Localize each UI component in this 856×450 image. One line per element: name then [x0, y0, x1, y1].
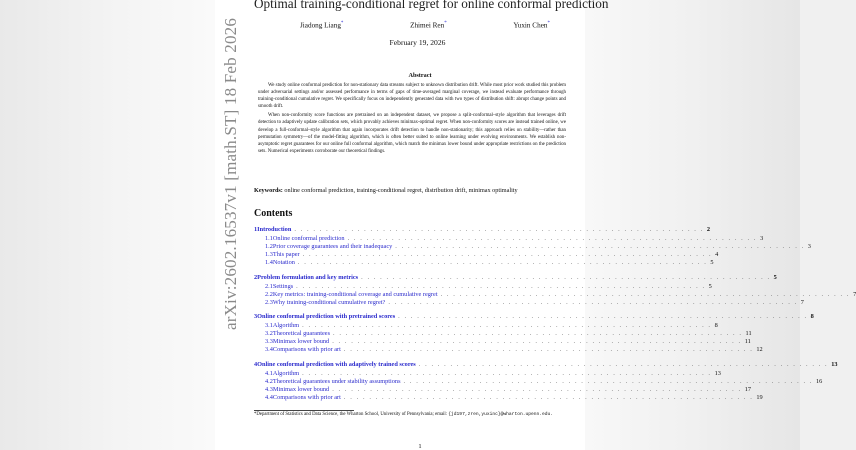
toc-number: 4.4 [265, 393, 273, 401]
toc-number: 1 [254, 226, 258, 233]
toc-number: 4 [254, 360, 258, 368]
toc-number: 1.3 [265, 251, 273, 258]
toc-number: 3 [254, 313, 258, 320]
toc-label[interactable]: Algorithm [272, 322, 300, 329]
toc-leader: . . . . . . . . . . . . . . . . . . . . . . . . . . . . . . . . . . . . . . . . . . . . . . . . . . . . . . . . . . . . . . . . . [361, 273, 771, 281]
toc-number: 2.3 [265, 298, 273, 306]
toc-number: 4.3 [265, 385, 273, 393]
toc-label[interactable]: Minimax lower bound [272, 385, 330, 393]
toc-page: 19 [756, 393, 763, 401]
left-blurred-margin [0, 0, 215, 450]
toc-leader: . . . . . . . . . . . . . . . . . . . . . . . . . . . . . . . . . . . . . . . . . . . . . . . . . . . . . . . . . . . . . . . . . [343, 346, 754, 353]
toc-page: 5 [708, 282, 712, 290]
toc-subsection-link[interactable] [254, 369, 721, 378]
toc-label[interactable]: Minimax lower bound [272, 338, 330, 345]
toc-number: 1.2 [265, 243, 273, 250]
toc-leader: . . . . . . . . . . . . . . . . . . . . . . . . . . . . . . . . . . . . . . . . . . . . . . . . . . . . . . . . . . . . . . . . . [332, 338, 742, 345]
toc-section-link[interactable] [254, 360, 838, 370]
toc-number: 3.1 [265, 322, 273, 329]
toc-label[interactable]: This paper [272, 251, 300, 258]
toc-page: 17 [744, 385, 751, 393]
toc-section [254, 313, 814, 354]
author: Zhimei Ren* [410, 21, 447, 30]
toc-label[interactable]: Comparisons with prior art [272, 393, 341, 401]
toc-number: 4.2 [265, 377, 273, 385]
footnote-text: *Department of Statistics and Data Science, the Wharton School, University of Pennsylvania; email: [254, 412, 448, 417]
toc-page: 7 [853, 290, 856, 298]
footnote-emails: {jd197,zren,yuxinc}@wharton.upenn.edu. [448, 412, 554, 417]
toc-subsection-link[interactable] [254, 282, 712, 291]
toc-label[interactable]: Problem formulation and key metrics [257, 273, 359, 281]
keywords-line [254, 187, 584, 194]
toc-label[interactable]: Prior coverage guarantees and their inadequacy [272, 243, 393, 250]
toc-number: 4.1 [265, 369, 273, 377]
toc-subsection-link[interactable] [254, 330, 752, 338]
toc-page: 3 [807, 243, 811, 250]
toc-number: 3.3 [265, 338, 273, 345]
toc-label[interactable]: Key metrics: training-conditional coverage and cumulative regret [272, 290, 438, 298]
toc-page: 11 [745, 330, 752, 337]
toc-label[interactable]: Online conformal prediction with adaptively trained scores [257, 360, 416, 368]
toc-number: 3.4 [265, 346, 273, 353]
toc-section [254, 360, 838, 402]
author-list [300, 21, 550, 29]
toc-section-link[interactable] [254, 273, 777, 283]
toc-number: 2.2 [265, 290, 273, 298]
toc-subsection-link[interactable] [254, 290, 856, 299]
toc-page: 8 [714, 322, 718, 329]
abstract-heading: Abstract [408, 72, 432, 79]
toc-subsection-link[interactable] [254, 243, 811, 251]
toc-section-link[interactable] [254, 313, 814, 322]
toc-label[interactable]: Online conformal prediction [272, 235, 345, 242]
toc-subsection-link[interactable] [254, 377, 823, 386]
keywords-text: online conformal prediction, training-conditional regret, distribution drift, minimax optimality [284, 187, 518, 194]
toc-page: 2 [706, 226, 710, 233]
publication-date: February 19, 2026 [389, 38, 446, 47]
author: Jiadong Liang* [300, 21, 344, 30]
page-number: 1 [418, 443, 422, 450]
arxiv-identifier: arXiv:2602.16537v1 [math.ST] 18 Feb 2026 [221, 17, 240, 330]
toc-number: 1.4 [265, 259, 273, 266]
toc-page: 5 [710, 259, 714, 266]
contents-heading: Contents [254, 208, 293, 219]
toc-subsection-link[interactable] [254, 259, 714, 267]
toc-label[interactable]: Notation [272, 259, 295, 266]
toc-subsection-link[interactable] [254, 346, 763, 354]
toc-leader: . . . . . . . . . . . . . . . . . . . . . . . . . . . . . . . . . . . . . . . . . . . . . . . . . . . . . . . . . . . . . . . . . [296, 282, 706, 290]
toc-leader: . . . . . . . . . . . . . . . . . . . . . . . . . . . . . . . . . . . . . . . . . . . . . . . . . . . . . . . . . . . . . . . . . [440, 290, 851, 298]
toc-subsection-link[interactable] [254, 298, 804, 307]
toc-leader: . . . . . . . . . . . . . . . . . . . . . . . . . . . . . . . . . . . . . . . . . . . . . . . . . . . . . . . . . . . . . . . . . [395, 243, 805, 250]
toc-label[interactable]: Settings [272, 282, 294, 290]
toc-section-link[interactable] [254, 226, 710, 235]
toc-label[interactable]: Introduction [257, 226, 292, 233]
toc-leader: . . . . . . . . . . . . . . . . . . . . . . . . . . . . . . . . . . . . . . . . . . . . . . . . . . . . . . . . . . . . . . . . . [302, 322, 712, 329]
author: Yuxin Chen* [513, 21, 550, 30]
toc-leader: . . . . . . . . . . . . . . . . . . . . . . . . . . . . . . . . . . . . . . . . . . . . . . . . . . . . . . . . . . . . . . . . . [332, 385, 742, 393]
toc-label[interactable]: Algorithm [272, 369, 300, 377]
toc-page: 16 [816, 377, 823, 385]
toc-label[interactable]: Theoretical guarantees under stability assumptions [272, 377, 401, 385]
toc-number: 3.2 [265, 330, 273, 337]
toc-page: 5 [773, 273, 777, 281]
toc-leader: . . . . . . . . . . . . . . . . . . . . . . . . . . . . . . . . . . . . . . . . . . . . . . . . . . . . . . . . . . . . . . . . . [388, 298, 798, 306]
toc-page: 13 [714, 369, 721, 377]
table-of-contents [254, 226, 856, 408]
toc-subsection-link[interactable] [254, 338, 751, 346]
toc-subsection-link[interactable] [254, 385, 751, 394]
toc-leader: . . . . . . . . . . . . . . . . . . . . . . . . . . . . . . . . . . . . . . . . . . . . . . . . . . . . . . . . . . . . . . . . . [403, 377, 814, 385]
paper-title: Optimal training-conditional regret for online conformal prediction [254, 0, 609, 11]
toc-label[interactable]: Comparisons with prior art [272, 346, 341, 353]
toc-label[interactable]: Online conformal prediction with pretrained scores [257, 313, 396, 320]
toc-page: 3 [760, 235, 764, 242]
toc-leader: . . . . . . . . . . . . . . . . . . . . . . . . . . . . . . . . . . . . . . . . . . . . . . . . . . . . . . . . . . . . . . . . . [297, 259, 708, 266]
toc-leader: . . . . . . . . . . . . . . . . . . . . . . . . . . . . . . . . . . . . . . . . . . . . . . . . . . . . . . . . . . . . . . . . . [333, 330, 743, 337]
toc-leader: . . . . . . . . . . . . . . . . . . . . . . . . . . . . . . . . . . . . . . . . . . . . . . . . . . . . . . . . . . . . . . . . . [343, 393, 754, 401]
abstract-paragraph: When non-conformity score functions are pretrained on an independent dataset, we propose a split-conformal–style algorithm that leverages drift detection to adaptively update calibration sets, which provably achieves minimax-optimal regret. When non-conformity scores are instead trained online, we develop a full-conformal–style algorithm that again incorporates drift detection to handle non-stationarity; this approach relies on stability—rather than permutation symmetry—of the model-fitting algorithm, which is often better suited to online learning under evolving environments. We establish non-asymptotic regret guarantees for our online full conformal algorithm, which match the minimax lower bound under appropriate restrictions on the prediction sets. Numerical experiments corroborate our theoretical findings. [258, 113, 566, 154]
toc-page: 12 [756, 346, 763, 353]
footnote [254, 412, 584, 419]
toc-label[interactable]: Why training-conditional cumulative regret? [272, 298, 386, 306]
toc-number: 1.1 [265, 235, 273, 242]
toc-page: 8 [810, 313, 814, 320]
toc-leader: . . . . . . . . . . . . . . . . . . . . . . . . . . . . . . . . . . . . . . . . . . . . . . . . . . . . . . . . . . . . . . . . . [398, 313, 808, 320]
toc-leader: . . . . . . . . . . . . . . . . . . . . . . . . . . . . . . . . . . . . . . . . . . . . . . . . . . . . . . . . . . . . . . . . . [302, 251, 713, 258]
abstract-paragraph: We study online conformal prediction for non-stationary data streams subject to unknown distribution drift. While most prior work studied this problem under adversarial settings and/or assessed performance in terms of gaps of time-averaged marginal coverage, we instead evaluate performance through training-conditional cumulative regret. We specifically focus on independently generated data with two types of distribution shift: abrupt change points and smooth drift. [258, 83, 566, 110]
toc-page: 11 [744, 338, 751, 345]
abstract-body [258, 82, 566, 155]
keywords-label: Keywords: [254, 187, 283, 194]
toc-subsection-link[interactable] [254, 393, 763, 402]
toc-number: 2 [254, 273, 258, 281]
toc-leader: . . . . . . . . . . . . . . . . . . . . . . . . . . . . . . . . . . . . . . . . . . . . . . . . . . . . . . . . . . . . . . . . . [418, 360, 829, 368]
footnote-rule [254, 410, 354, 411]
toc-page: 13 [831, 360, 838, 368]
toc-leader: . . . . . . . . . . . . . . . . . . . . . . . . . . . . . . . . . . . . . . . . . . . . . . . . . . . . . . . . . . . . . . . . . [302, 369, 712, 377]
toc-leader: . . . . . . . . . . . . . . . . . . . . . . . . . . . . . . . . . . . . . . . . . . . . . . . . . . . . . . . . . . . . . . . . . [347, 235, 758, 242]
toc-label[interactable]: Theoretical guarantees [272, 330, 331, 337]
toc-page: 4 [715, 251, 719, 258]
toc-subsection-link[interactable] [254, 322, 718, 330]
toc-number: 2.1 [265, 282, 273, 290]
toc-subsection-link[interactable] [254, 235, 764, 243]
toc-page: 7 [800, 298, 804, 306]
toc-leader: . . . . . . . . . . . . . . . . . . . . . . . . . . . . . . . . . . . . . . . . . . . . . . . . . . . . . . . . . . . . . . . . . [294, 226, 704, 233]
toc-section [254, 273, 856, 307]
toc-subsection-link[interactable] [254, 251, 719, 259]
toc-section [254, 226, 811, 267]
